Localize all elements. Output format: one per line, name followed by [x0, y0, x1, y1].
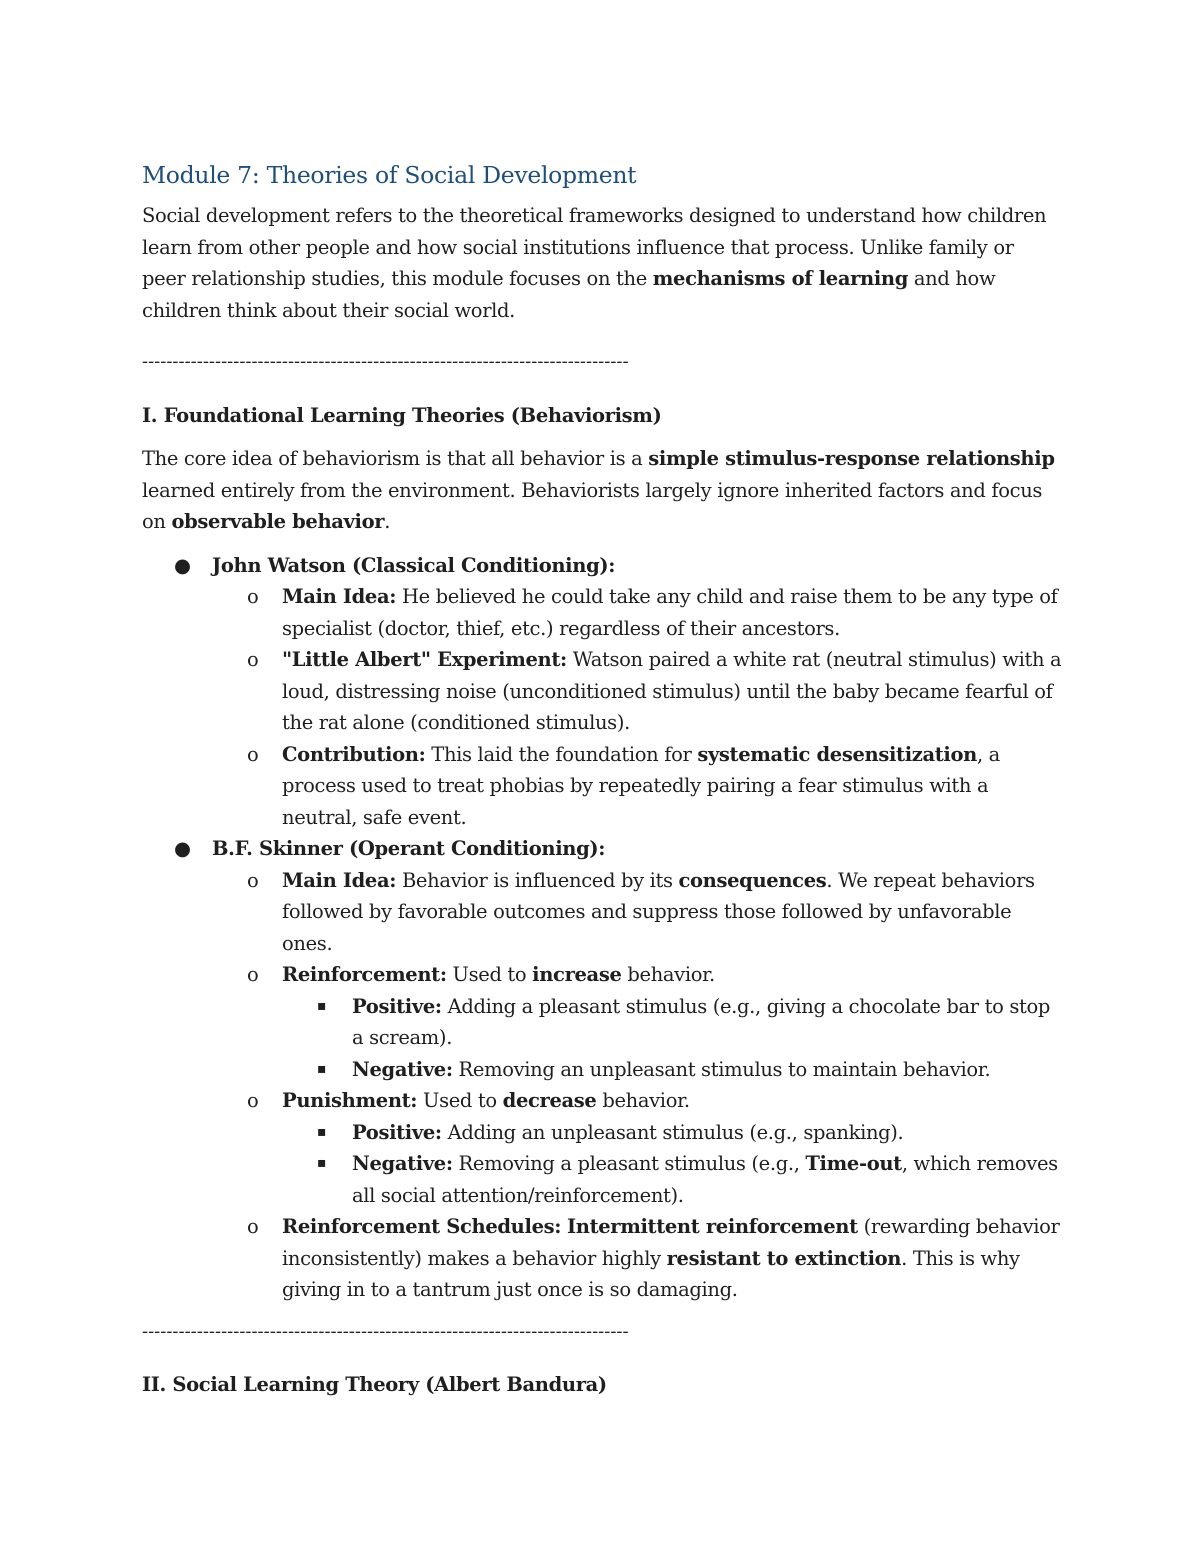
positive-punishment-text: Adding an unpleasant stimulus (e.g., spanking).	[441, 1120, 904, 1144]
punishment-text-1: Used to	[417, 1089, 503, 1112]
punishment-bold-1: decrease	[502, 1089, 597, 1112]
intro-paragraph	[142, 200, 1062, 326]
punishment-sublist	[282, 1117, 1062, 1212]
schedules-text-1: (rewarding behavior inconsistently) makes a behavior highly	[282, 1215, 1060, 1270]
core-text-3: .	[384, 510, 391, 533]
reinforcement-text-1: Used to	[446, 963, 533, 986]
list-item-reinforcement	[212, 959, 1062, 1085]
list-item-watson-main-idea	[212, 581, 1062, 644]
skinner-main-text-2: . We repeat behaviors followed by favorable outcomes and suppress those followed by unfavorable ones.	[282, 868, 1035, 955]
schedules-bold-2: resistant to extinction	[666, 1246, 902, 1270]
list-item-punishment	[212, 1085, 1062, 1211]
intro-text-1: Social development refers to the theoretical frameworks designed to understand how children learn from other people and how social institutions influence that process. Unlike family or peer relationship studies, this module focuses on the	[142, 204, 1047, 290]
core-bold-1: simple stimulus-response relationship	[648, 447, 1055, 470]
watson-sublist	[212, 581, 1062, 833]
list-item-positive-punishment	[282, 1117, 1062, 1149]
reinforcement-text-2: behavior.	[621, 963, 715, 986]
document-page	[142, 158, 1062, 1413]
negative-punishment-text-2: , which removes all social attention/reinforcement).	[352, 1152, 1058, 1207]
circle-bullet-icon: o	[247, 648, 259, 671]
schedules-bold-1: Intermittent reinforcement	[566, 1215, 858, 1238]
positive-reinforcement-text: Adding a pleasant stimulus (e.g., giving a chocolate bar to stop a scream).	[352, 994, 1051, 1049]
contribution-label: Contribution:	[282, 742, 426, 766]
divider-1: --------------------------------------------------------------------------------	[142, 351, 629, 372]
intro-bold-1: mechanisms of learning	[652, 267, 909, 290]
square-bullet-icon: ▪	[317, 1123, 327, 1140]
skinner-main-text-1: Behavior is influenced by its	[396, 868, 679, 892]
circle-bullet-icon: o	[247, 1215, 259, 1238]
circle-bullet-icon: o	[247, 742, 259, 766]
intro-text-2: and how children think about their social world.	[142, 267, 996, 322]
schedules-label: Reinforcement Schedules:	[282, 1215, 562, 1238]
core-bold-2: observable behavior	[171, 510, 385, 533]
square-bullet-icon: ▪	[317, 1060, 327, 1077]
watson-main-label: Main Idea:	[282, 585, 397, 608]
positive-reinforcement-label: Positive:	[352, 994, 442, 1018]
contribution-bold-1: systematic desensitization	[697, 742, 977, 766]
bullet-icon: ●	[174, 837, 191, 860]
reinforcement-sublist	[282, 991, 1062, 1086]
core-text-2: learned entirely from the environment. Behaviorists largely ignore inherited factors and focus on	[142, 478, 1043, 533]
contribution-text-2: , a process used to treat phobias by repeatedly pairing a fear stimulus with a neutral, safe event.	[282, 742, 1000, 829]
negative-reinforcement-label: Negative:	[352, 1057, 453, 1081]
watson-main-text: He believed he could take any child and raise them to be any type of specialist (doctor, thief, etc.) regardless of their ancestors.	[282, 585, 1058, 640]
list-item-skinner	[142, 833, 1062, 1306]
reinforcement-bold-1: increase	[532, 963, 622, 986]
negative-reinforcement-text: Removing an unpleasant stimulus to maintain behavior.	[452, 1057, 991, 1081]
square-bullet-icon: ▪	[317, 997, 327, 1014]
schedules-text-2: . This is why giving in to a tantrum just once is so damaging.	[282, 1246, 1020, 1301]
negative-punishment-bold-1: Time-out	[805, 1152, 902, 1175]
skinner-sublist	[212, 865, 1062, 1306]
bullet-icon: ●	[174, 553, 191, 577]
list-item-skinner-main-idea	[212, 865, 1062, 960]
albert-label: "Little Albert" Experiment:	[282, 648, 567, 671]
list-item-little-albert	[212, 644, 1062, 739]
punishment-text-2: behavior.	[596, 1089, 690, 1112]
list-item-watson-contribution	[212, 739, 1062, 834]
contribution-text-1: This laid the foundation for	[425, 742, 698, 766]
list-item-negative-punishment	[282, 1148, 1062, 1211]
theorist-list	[142, 550, 1062, 1306]
list-item-positive-reinforcement	[282, 991, 1062, 1054]
behaviorism-core-paragraph	[142, 443, 1062, 538]
circle-bullet-icon: o	[247, 963, 259, 986]
punishment-label: Punishment:	[282, 1089, 418, 1112]
negative-punishment-text-1: Removing a pleasant stimulus (e.g.,	[452, 1152, 806, 1175]
skinner-main-bold-1: consequences	[678, 868, 827, 892]
core-text-1: The core idea of behaviorism is that all behavior is a	[142, 447, 649, 470]
albert-text: Watson paired a white rat (neutral stimulus) with a loud, distressing noise (unconditioned stimulus) until the baby became fearful of the rat alone (conditioned stimulus).	[282, 648, 1062, 734]
list-item-watson	[142, 550, 1062, 834]
page-title: Module 7: Theories of Social Development	[142, 161, 637, 189]
circle-bullet-icon: o	[247, 868, 259, 892]
square-bullet-icon: ▪	[317, 1155, 327, 1171]
watson-heading: John Watson (Classical Conditioning):	[212, 553, 616, 577]
list-item-reinforcement-schedules	[212, 1211, 1062, 1306]
section-1-heading: I. Foundational Learning Theories (Behaviorism)	[142, 403, 662, 427]
positive-punishment-label: Positive:	[352, 1120, 442, 1144]
divider-2: --------------------------------------------------------------------------------	[142, 1320, 629, 1342]
skinner-main-label: Main Idea:	[282, 868, 397, 892]
circle-bullet-icon: o	[247, 1089, 259, 1112]
section-2-heading: II. Social Learning Theory (Albert Bandura)	[142, 1373, 607, 1396]
circle-bullet-icon: o	[247, 585, 259, 608]
negative-punishment-label: Negative:	[352, 1152, 453, 1175]
skinner-heading: B.F. Skinner (Operant Conditioning):	[212, 837, 606, 860]
list-item-negative-reinforcement	[282, 1054, 1062, 1086]
reinforcement-label: Reinforcement:	[282, 963, 447, 986]
